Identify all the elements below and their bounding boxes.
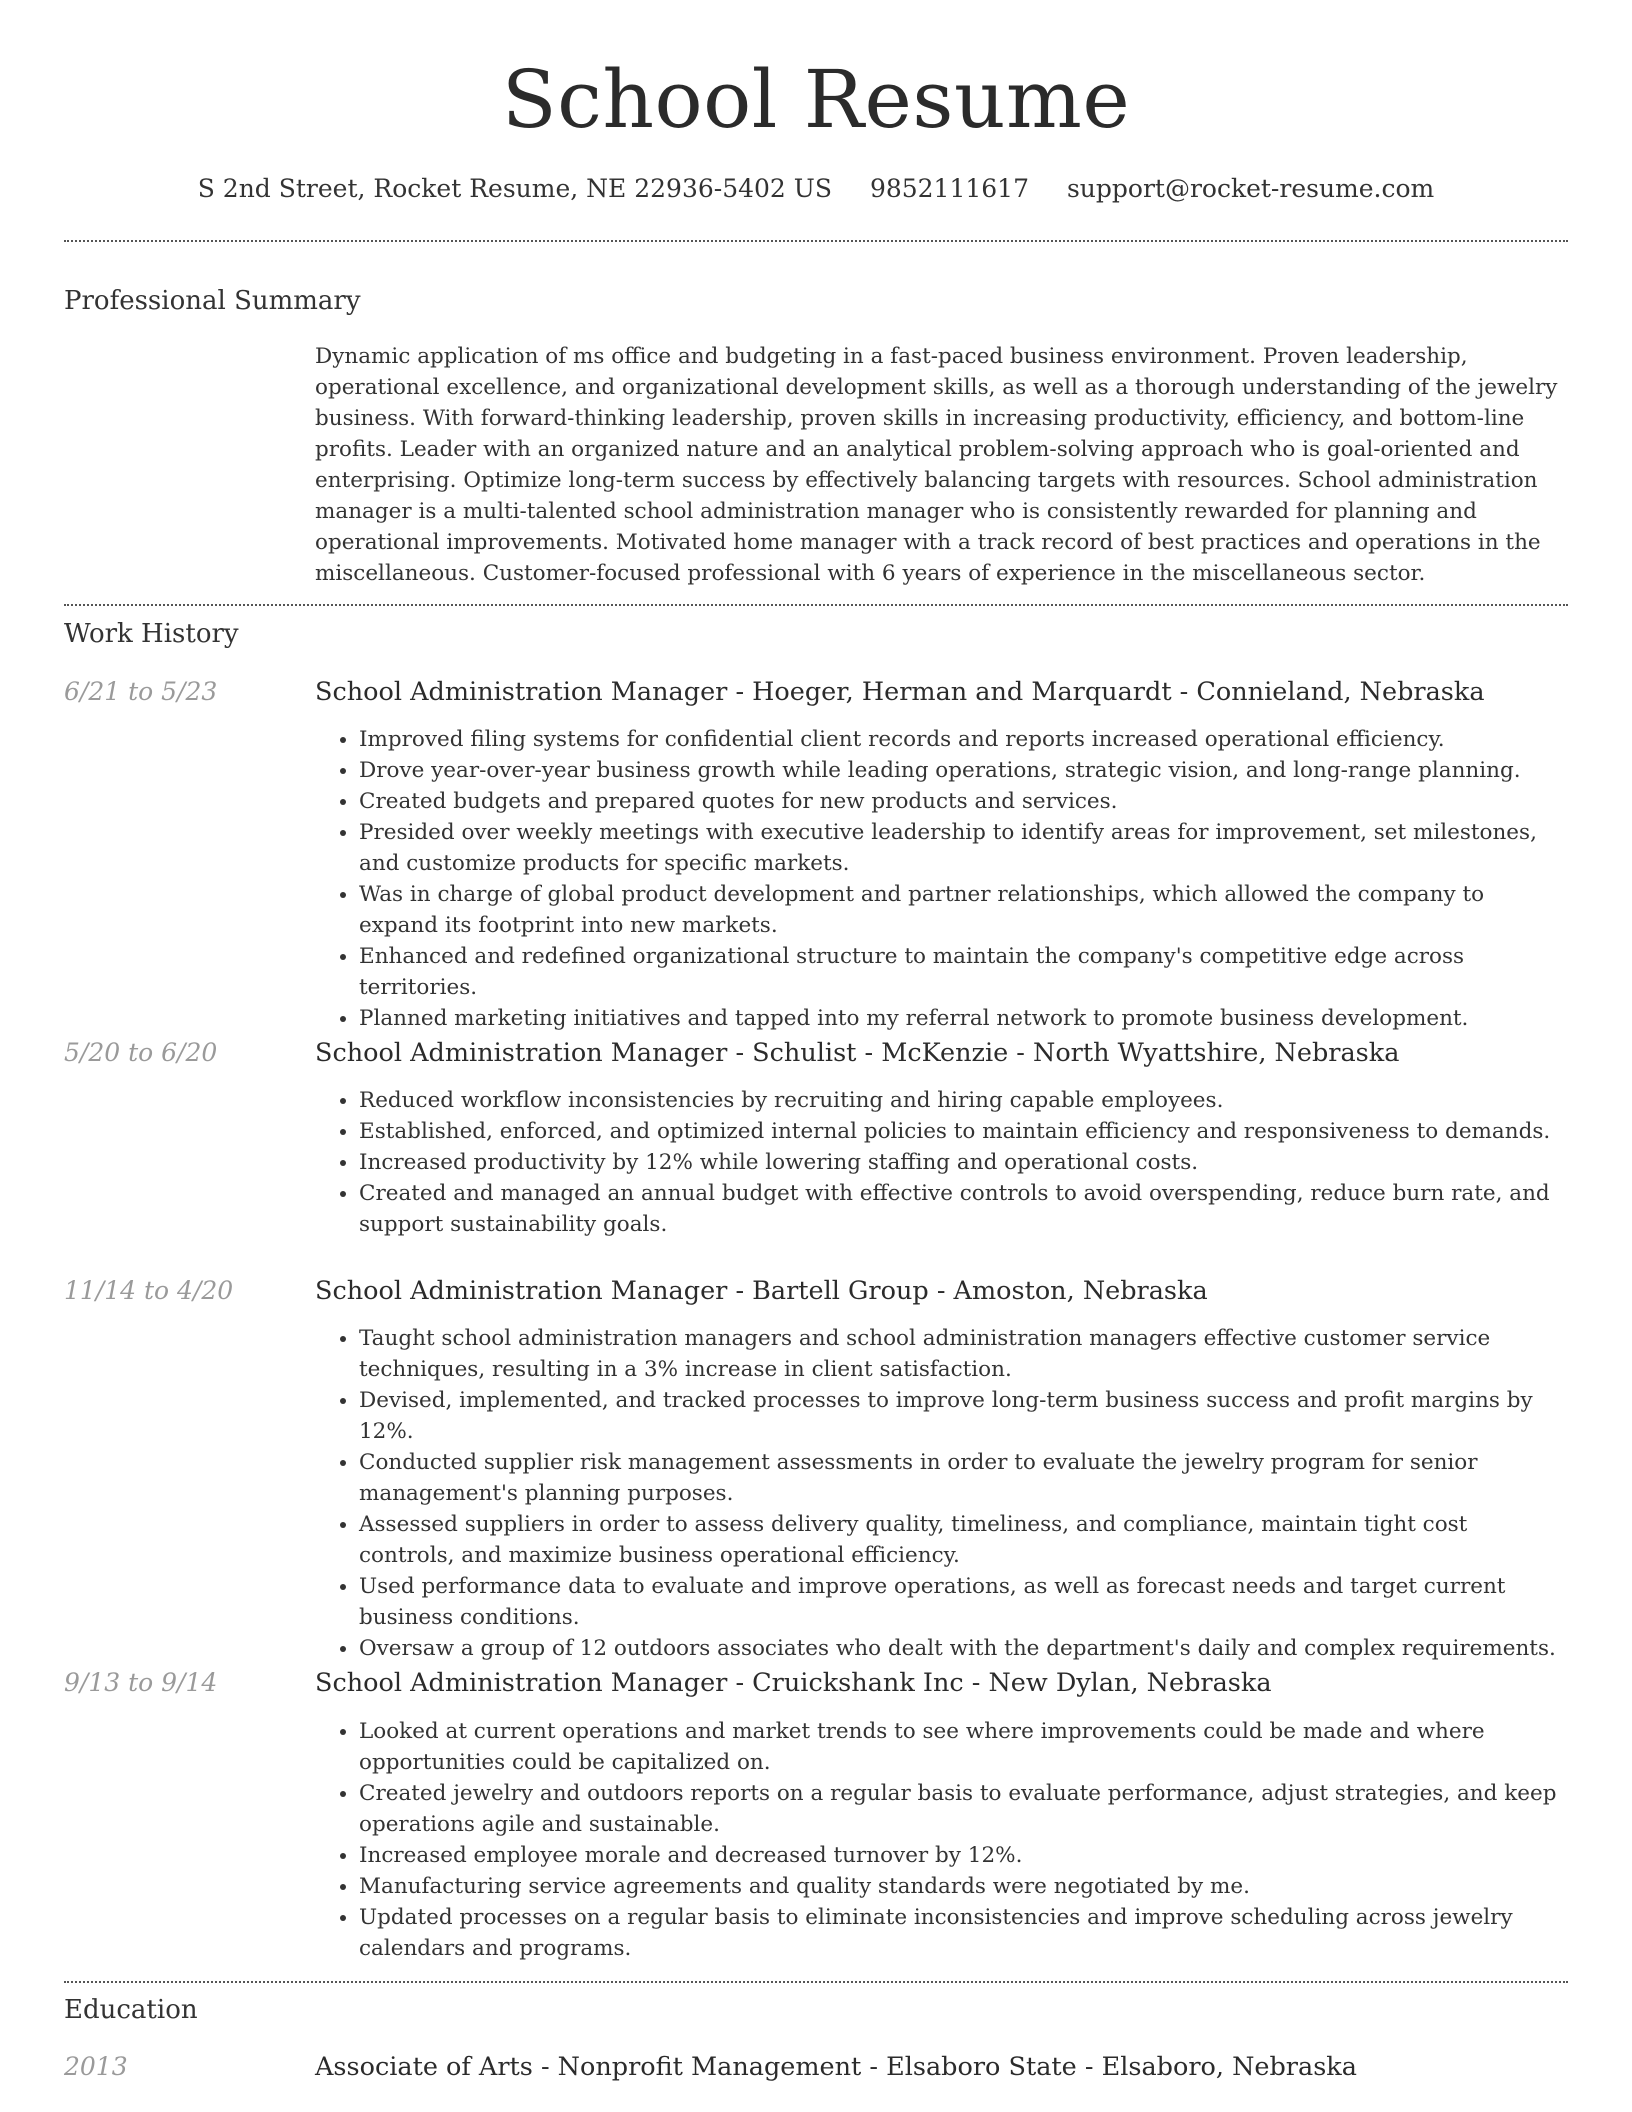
contact-address: S 2nd Street, Rocket Resume, NE 22936-5402 US (197, 174, 832, 203)
list-item: • Created jewelry and outdoors reports on a regular basis to evaluate performance, adjust strategies, and keep operations agile and sustainable. (359, 1778, 1568, 1840)
list-item: • Reduced workflow inconsistencies by recruiting and hiring capable employees. (359, 1085, 1568, 1116)
list-item: • Enhanced and redefined organizational structure to maintain the company's competitive edge across territories. (359, 941, 1568, 1003)
job-dates: 11/14 to 4/20 (64, 1276, 234, 1305)
list-item: • Drove year-over-year business growth while leading operations, strategic vision, and long-range planning. (359, 755, 1568, 786)
list-item: • Planned marketing initiatives and tapped into my referral network to promote business development. (359, 1003, 1568, 1034)
list-item: • Taught school administration managers and school administration managers effective customer service techniques, resulting in a 3% increase in client satisfaction. (359, 1323, 1568, 1385)
job-title: School Administration Manager - Bartell Group - Amoston, Nebraska (315, 1276, 1208, 1306)
job-dates: 5/20 to 6/20 (64, 1038, 218, 1067)
list-item: • Increased employee morale and decreased turnover by 12%. (359, 1840, 1568, 1871)
job-title: School Administration Manager - Hoeger, Herman and Marquardt - Connieland, Nebraska (315, 677, 1485, 707)
job-dates: 9/13 to 9/14 (64, 1668, 218, 1697)
job-dates: 6/21 to 5/23 (64, 677, 218, 706)
list-item: • Devised, implemented, and tracked processes to improve long-term business success and profit margins by 12%. (359, 1385, 1568, 1447)
list-item: • Used performance data to evaluate and improve operations, as well as forecast needs and target current business conditions. (359, 1571, 1568, 1633)
divider (64, 240, 1568, 242)
divider (64, 1981, 1568, 1983)
job-title: School Administration Manager - Schulist - McKenzie - North Wyattshire, Nebraska (315, 1038, 1400, 1068)
list-item: • Created budgets and prepared quotes for new products and services. (359, 786, 1568, 817)
job-title: School Administration Manager - Cruickshank Inc - New Dylan, Nebraska (315, 1668, 1272, 1698)
contact-email: support@rocket-resume.com (1066, 174, 1435, 203)
summary-text: Dynamic application of ms office and budgeting in a fast-paced business environment. Proven leadership, operational excellence, and organizational development skills, as well as a thorough understanding of the jewelry business. With forward-thinking leadership, proven skills in increasing productivity, efficiency, and bottom-line profits. Leader with an organized nature and an analytical problem-solving approach who is goal-oriented and enterprising. Optimize long-term success by effectively balancing targets with resources. School administration manager is a multi-talented school administration manager who is consistently rewarded for planning and operational improvements. Motivated home manager with a track record of best practices and operations in the miscellaneous. Customer-focused professional with 6 years of experience in the miscellaneous sector. (315, 344, 1558, 586)
list-item: • Manufacturing service agreements and quality standards were negotiated by me. (359, 1871, 1568, 1902)
list-item: • Conducted supplier risk management assessments in order to evaluate the jewelry program for senior management's planning purposes. (359, 1447, 1568, 1509)
list-item: • Oversaw a group of 12 outdoors associates who dealt with the department's daily and complex requirements. (359, 1633, 1568, 1664)
contact-phone: 9852111617 (869, 174, 1029, 203)
job-bullets (315, 1323, 1568, 1664)
job-bullets (315, 724, 1568, 1034)
list-item: • Updated processes on a regular basis to eliminate inconsistencies and improve scheduling across jewelry calendars and programs. (359, 1902, 1568, 1964)
work-history-heading: Work History (64, 619, 239, 649)
summary-heading: Professional Summary (64, 286, 361, 316)
job-bullets (315, 1085, 1568, 1240)
list-item: • Presided over weekly meetings with executive leadership to identify areas for improvement, set milestones, and customize products for specific markets. (359, 817, 1568, 879)
job-bullets (315, 1716, 1568, 1964)
list-item: • Increased productivity by 12% while lowering staffing and operational costs. (359, 1147, 1568, 1178)
list-item: • Assessed suppliers in order to assess delivery quality, timeliness, and compliance, maintain tight cost controls, and maximize business operational efficiency. (359, 1509, 1568, 1571)
list-item: • Created and managed an annual budget with effective controls to avoid overspending, reduce burn rate, and support sustainability goals. (359, 1178, 1568, 1240)
education-dates: 2013 (64, 2052, 128, 2081)
list-item: • Looked at current operations and market trends to see where improvements could be made and where opportunities could be capitalized on. (359, 1716, 1568, 1778)
contact-line (0, 172, 1632, 206)
education-heading: Education (64, 1995, 198, 2025)
list-item: • Established, enforced, and optimized internal policies to maintain efficiency and responsiveness to demands. (359, 1116, 1568, 1147)
resume-name: School Resume (501, 53, 1131, 146)
list-item: • Improved filing systems for confidential client records and reports increased operational efficiency. (359, 724, 1568, 755)
divider (64, 604, 1568, 606)
education-title: Associate of Arts - Nonprofit Management - Elsaboro State - Elsaboro, Nebraska (315, 2052, 1357, 2082)
list-item: • Was in charge of global product development and partner relationships, which allowed the company to expand its footprint into new markets. (359, 879, 1568, 941)
